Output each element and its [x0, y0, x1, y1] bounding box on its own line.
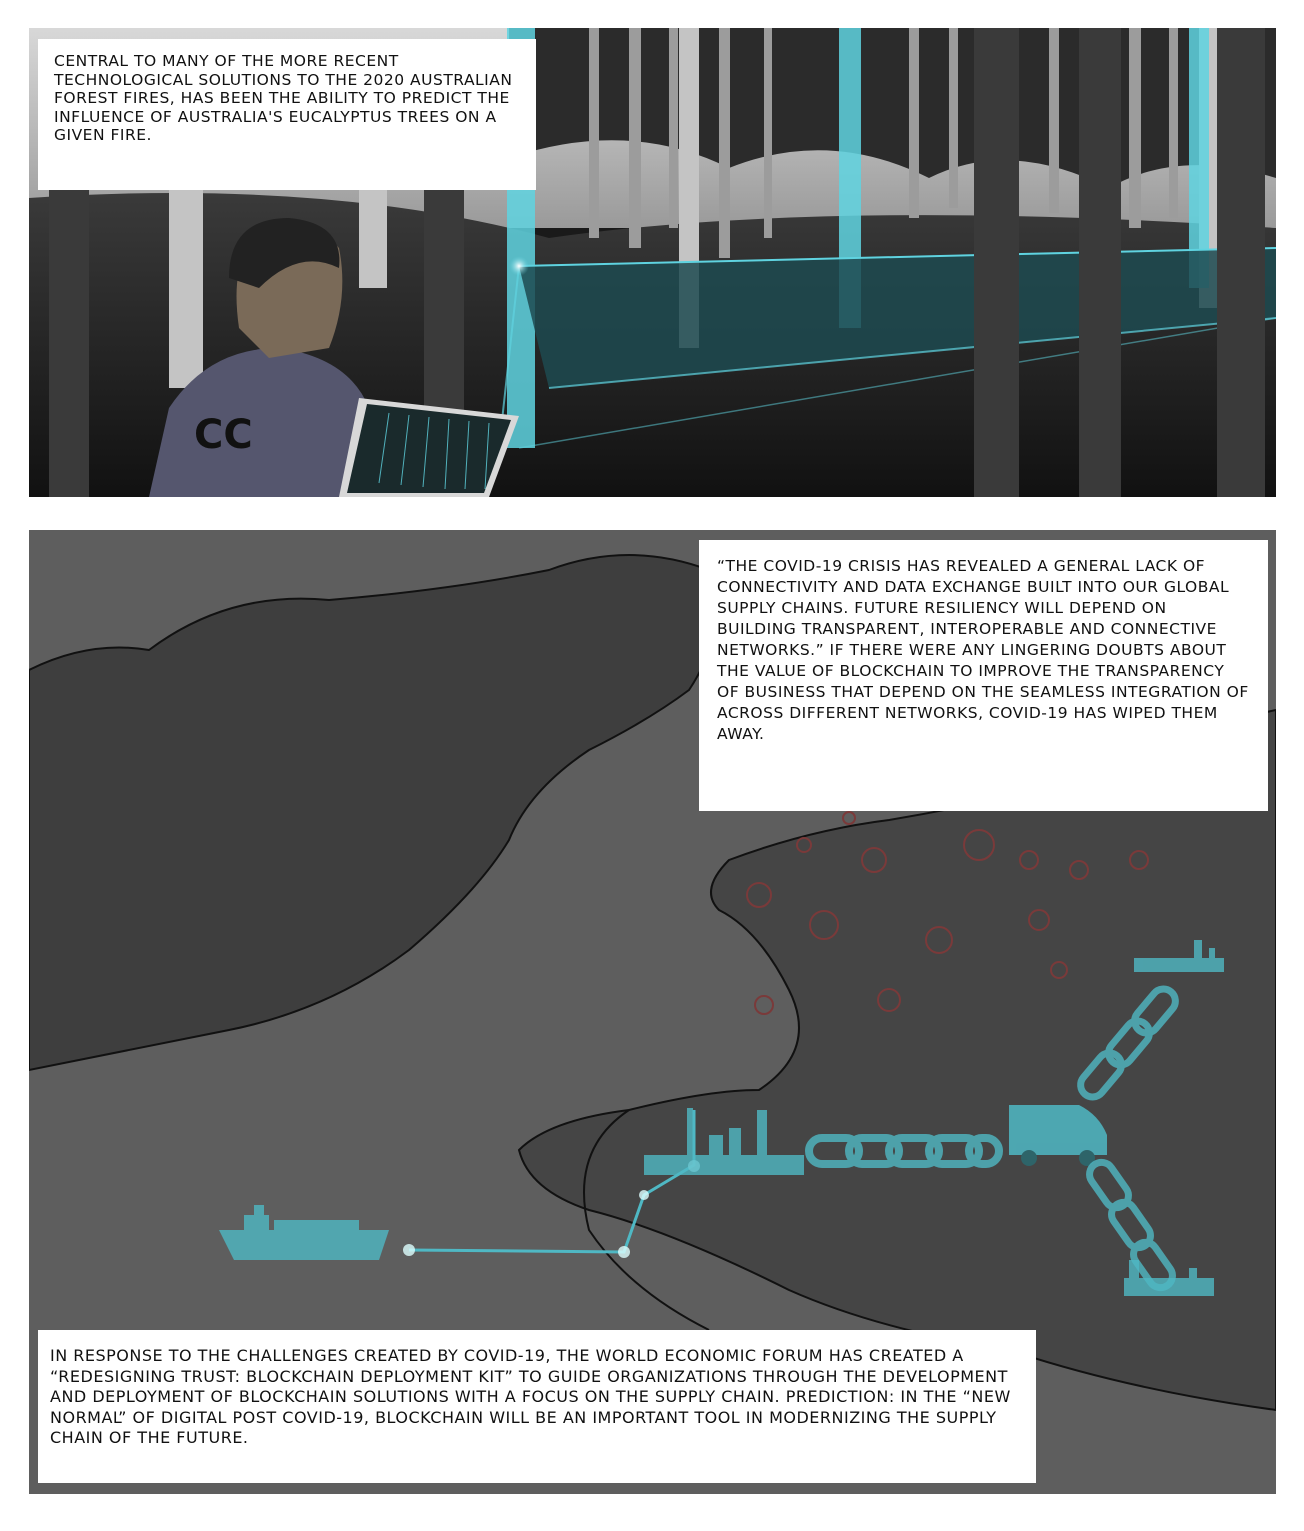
shirt-logo: CC — [194, 412, 253, 458]
top-caption: CENTRAL TO MANY OF THE MORE RECENT TECHNOLOGICAL SOLUTIONS TO THE 2020 AUSTRALIAN FOREST FIRES, HAS BEEN THE ABILITY TO PREDICT THE INFLUENCE OF AUSTRALIA'S EUCALYPTUS TREES ON A GIVEN FIRE. — [38, 39, 536, 190]
scan-point — [509, 256, 529, 276]
quote-caption: “THE COVID-19 CRISIS HAS REVEALED A GENERAL LACK OF CONNECTIVITY AND DATA EXCHANGE BUILT INTO OUR GLOBAL SUPPLY CHAINS. FUTURE RESILIENCY WILL DEPEND ON BUILDING TRANSPARENT, INTEROPERABLE AND CONNECTIVE NETWORKS.” IF THERE WERE ANY LINGERING DOUBTS ABOUT THE VALUE OF BLOCKCHAIN TO IMPROVE THE TRANSPARENCY OF BUSINESS THAT DEPEND ON THE SEAMLESS INTEGRATION OF ACROSS DIFFERENT NETWORKS, COVID-19 HAS WIPED THEM AWAY. — [699, 540, 1268, 811]
response-caption: IN RESPONSE TO THE CHALLENGES CREATED BY COVID-19, THE WORLD ECONOMIC FORUM HAS CREATED A “REDESIGNING TRUST: BLOCKCHAIN DEPLOYMENT KIT” TO GUIDE ORGANIZATIONS THROUGH THE DEVELOPMENT AND DEPLOYMENT OF BLOCKCHAIN SOLUTIONS WITH A FOCUS ON THE SUPPLY CHAIN. PREDICTION: IN THE “NEW NORMAL” OF DIGITAL POST COVID-19, BLOCKCHAIN WILL BE AN IMPORTANT TOOL IN MODERNIZING THE SUPPLY CHAIN OF THE FUTURE. — [38, 1330, 1036, 1483]
